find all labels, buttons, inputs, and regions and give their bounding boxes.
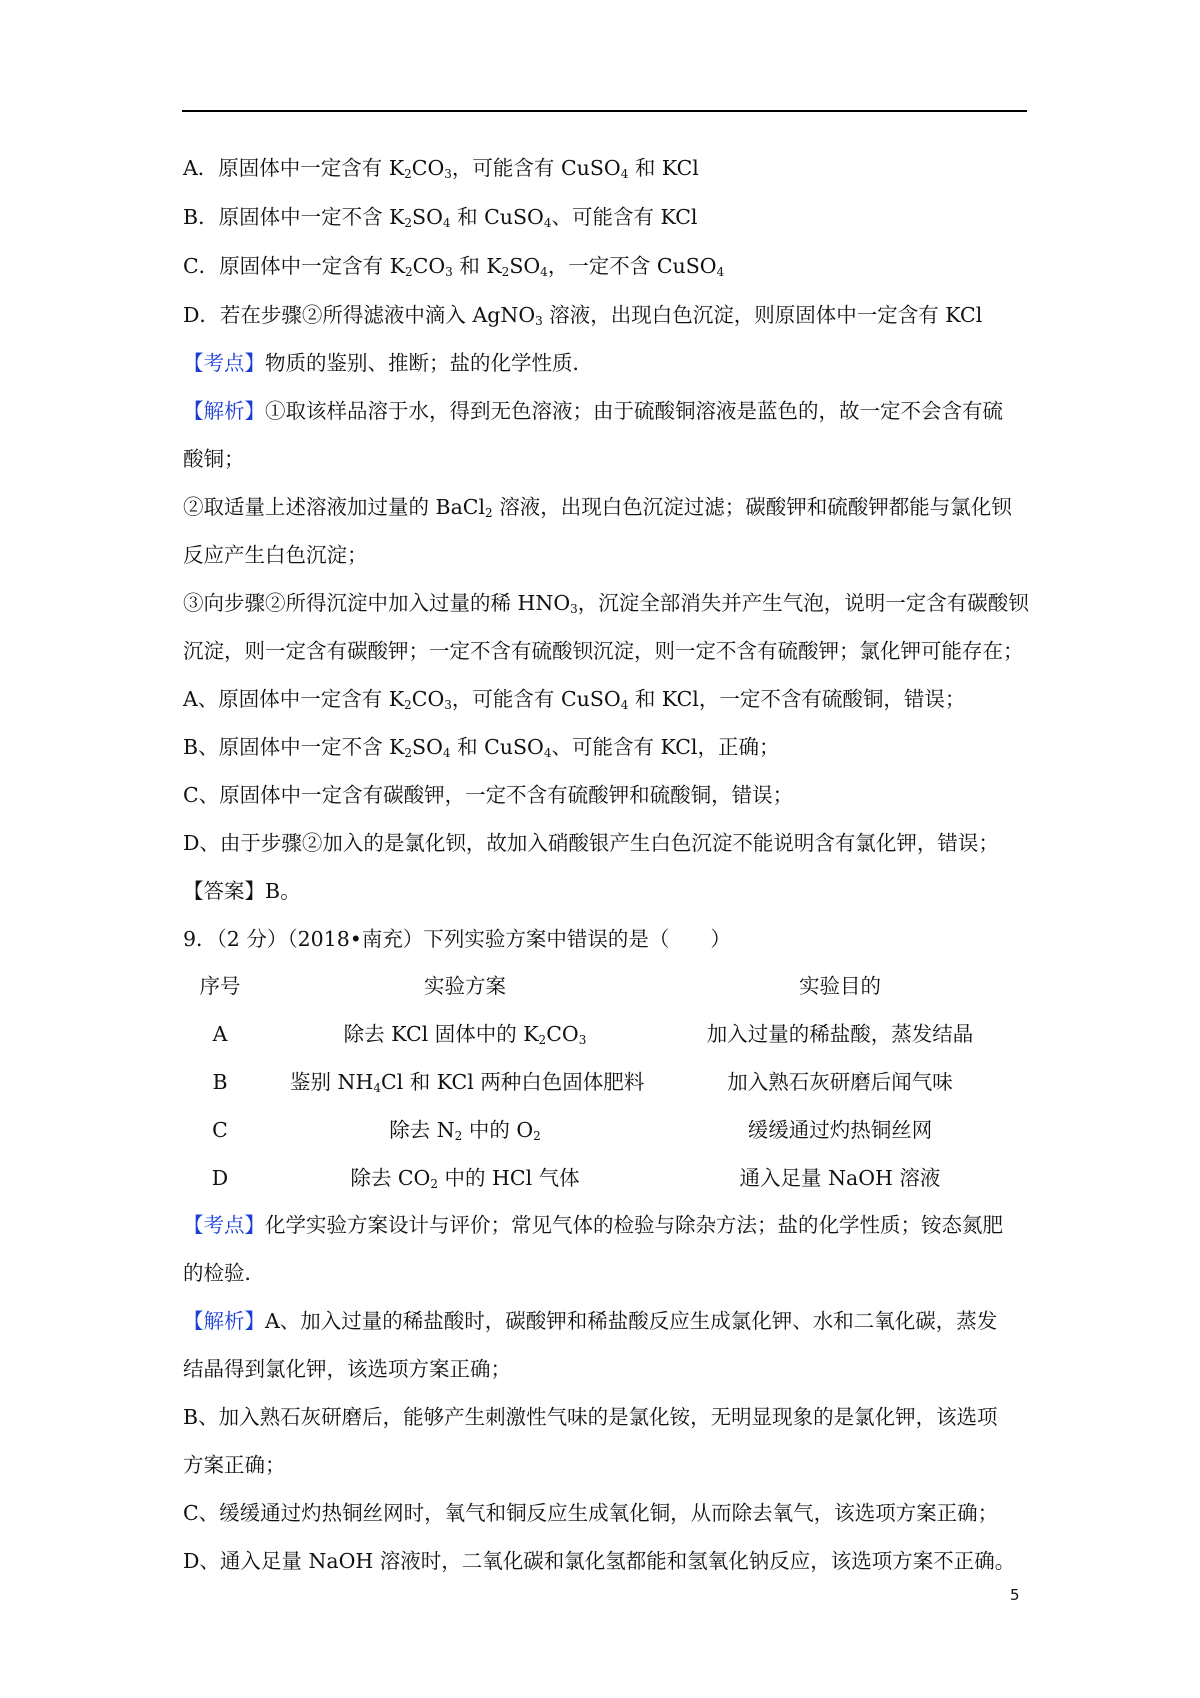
header-rule — [182, 110, 1027, 112]
row-id: D — [211, 1166, 229, 1190]
q9-jiexi-c: C、缓缓通过灼热铜丝网时，氧气和铜反应生成氧化铜，从而除去氧气，该选项方案正确； — [183, 1501, 999, 1525]
q8-jiexi-1a: 【解析】①取该样品溶于水，得到无色溶液；由于硫酸铜溶液是蓝色的，故一定不会含有硫 — [183, 399, 1003, 423]
q8-jiexi-1b: 酸铜； — [183, 447, 245, 471]
kaodian-tag: 【考点】 — [183, 1213, 265, 1237]
q9-stem: 9．（2 分）（2018•南充）下列实验方案中错误的是（ ） — [183, 927, 731, 951]
q8-jiexi-d: D、由于步骤②加入的是氯化钡，故加入硝酸银产生白色沉淀不能说明含有氯化钾，错误； — [183, 831, 999, 855]
q8-jiexi-3b: 沉淀，则一定含有碳酸钾；一定不含有硫酸钡沉淀，则一定不含有硫酸钾；氯化钾可能存在； — [183, 639, 1024, 663]
option-b: B．原固体中一定不含 $K_2SO_4$ 和 CuSO$_4$、可能含有 KCl — [183, 205, 698, 230]
page-number: 5 — [1010, 1586, 1020, 1604]
row-id: A — [212, 1022, 228, 1046]
row-goal: 加入熟石灰研磨后闻气味 — [727, 1070, 953, 1094]
q8-jiexi-2a: ②取适量上述溶液加过量的 BaCl$_2$ 溶液，出现白色沉淀过滤；碳酸钾和硫酸钾都能与氯化钡 — [183, 495, 1012, 520]
q9-jiexi-d: D、通入足量 NaOH 溶液时，二氧化碳和氯化氢都能和氢氧化钠反应，该选项方案不正确。 — [183, 1549, 1016, 1573]
q9-jiexi-ab: 结晶得到氯化钾，该选项方案正确； — [183, 1357, 511, 1381]
row-plan: 除去 KCl 固体中的 $K_2CO_3$ — [343, 1022, 587, 1047]
option-a: A．原固体中一定含有 $K_2CO_3$，可能含有 CuSO$_4$ 和 KCl — [183, 156, 699, 181]
row-plan: 除去 $N_2$ 中的 $O_2$ — [389, 1118, 541, 1143]
q9-kaodian-b: 的检验． — [183, 1261, 265, 1285]
q8-jiexi-a: A、原固体中一定含有 $K_2CO_3$，可能含有 CuSO$_4$ 和 KCl，一定不含有硫酸铜，错误； — [183, 687, 966, 712]
row-plan: 除去 $CO_2$ 中的 HCl 气体 — [350, 1166, 580, 1191]
q9-jiexi-ba: B、加入熟石灰研磨后，能够产生刺激性气味的是氯化铵，无明显现象的是氯化钾，该选项 — [183, 1405, 998, 1429]
q8-jiexi-b: B、原固体中一定不含 $K_2SO_4$ 和 CuSO$_4$、可能含有 KCl，正确； — [183, 735, 780, 760]
row-goal: 缓缓通过灼热铜丝网 — [747, 1118, 933, 1142]
header-plan: 实验方案 — [424, 974, 506, 998]
option-d: D．若在步骤②所得滤液中滴入 AgNO$_3$ 溶液，出现白色沉淀，则原固体中一定含有 KCl — [183, 303, 983, 328]
kaodian-tag: 【考点】 — [183, 351, 265, 375]
header-goal: 实验目的 — [799, 974, 881, 998]
row-goal: 加入过量的稀盐酸，蒸发结晶 — [706, 1022, 974, 1046]
q9-jiexi-aa: 【解析】A、加入过量的稀盐酸时，碳酸钾和稀盐酸反应生成氯化钾、水和二氧化碳，蒸发 — [183, 1309, 998, 1333]
jiexi-tag: 【解析】 — [183, 399, 265, 423]
q8-jiexi-2b: 反应产生白色沉淀； — [183, 543, 368, 567]
option-c: C．原固体中一定含有 $K_2CO_3$ 和 $K_2SO_4$，一定不含 CuSO$_4$ — [183, 254, 725, 279]
q8-jiexi-3a: ③向步骤②所得沉淀中加入过量的稀 $HNO_3$，沉淀全部消失并产生气泡，说明一定含有碳酸钡 — [183, 591, 1029, 616]
q8-jiexi-c: C、原固体中一定含有碳酸钾，一定不含有硫酸钾和硫酸铜，错误； — [183, 783, 794, 807]
header-index: 序号 — [199, 974, 241, 998]
q9-kaodian-a: 【考点】化学实验方案设计与评价；常见气体的检验与除杂方法；盐的化学性质；铵态氮肥 — [183, 1213, 1003, 1237]
q8-answer: 【答案】B。 — [183, 879, 301, 903]
q8-kaodian: 【考点】物质的鉴别、推断；盐的化学性质． — [183, 351, 593, 375]
jiexi-tag: 【解析】 — [183, 1309, 265, 1333]
row-id: B — [212, 1070, 228, 1094]
row-plan: 鉴别 $NH_4Cl$ 和 KCl 两种白色固体肥料 — [290, 1070, 645, 1095]
row-goal: 通入足量 NaOH 溶液 — [739, 1166, 941, 1190]
q9-jiexi-bb: 方案正确； — [183, 1453, 286, 1477]
row-id: C — [212, 1118, 228, 1142]
